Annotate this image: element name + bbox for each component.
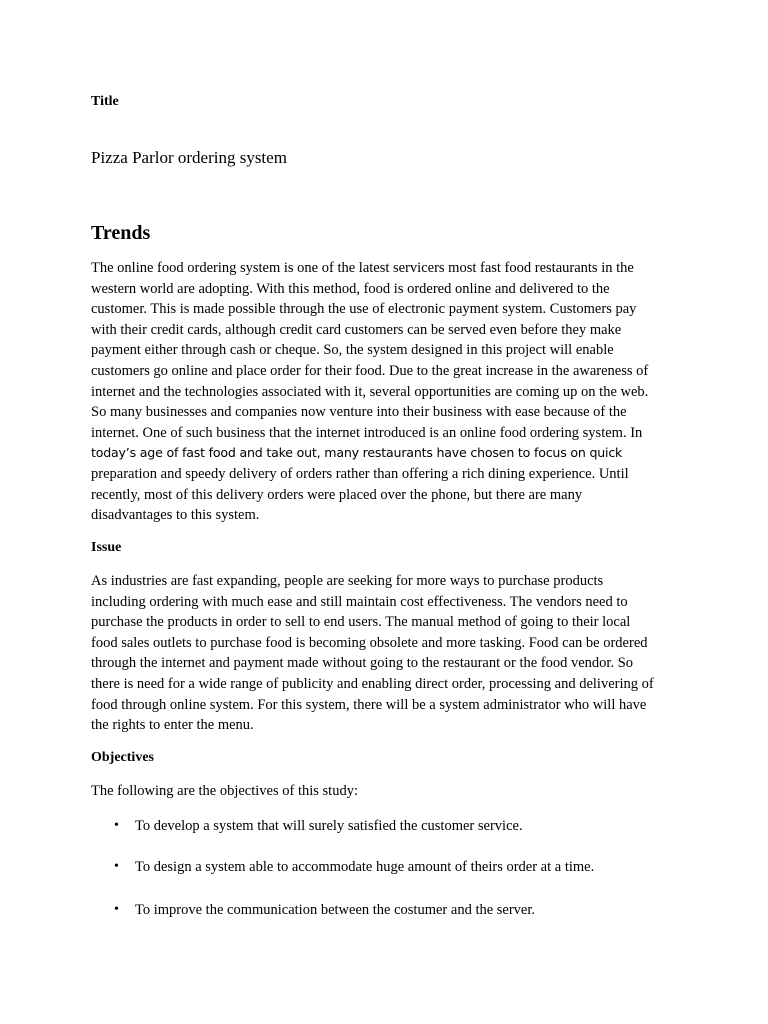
objectives-intro: The following are the objectives of this study:: [91, 783, 358, 799]
issue-line: As industries are fast expanding, people are seeking for more ways to purchase products: [91, 573, 604, 589]
objectives-heading: Objectives: [91, 750, 154, 765]
trends-line: internet. One of such business that the internet introduced is an online food ordering system. In: [91, 424, 643, 441]
issue-line: including ordering with much ease and still maintain cost effectiveness. The vendors need to: [91, 593, 628, 610]
trends-line: recently, most of this delivery orders were placed over the phone, but there are many: [91, 486, 583, 503]
trends-line: The online food ordering system is one of the latest servicers most fast food restaurants in the: [91, 260, 634, 276]
issue-line: food sales outlets to purchase food is becoming obsolete and more tasking. Food can be ordered: [91, 634, 648, 651]
issue-line: through the internet and payment made without going to the restaurant or the food vendor. So: [91, 655, 634, 672]
trends-heading: Trends: [91, 222, 151, 244]
trends-line: western world are adopting. With this method, food is ordered online and delivered to the: [91, 280, 610, 297]
bullet-icon: •: [114, 902, 119, 917]
trends-line: payment either through cash or cheque. So, the system designed in this project will enable: [91, 342, 614, 359]
trends-line: So many businesses and companies now venture into their business with ease because of the: [91, 404, 627, 421]
title-label: Title: [91, 94, 119, 109]
issue-line: purchase the products in order to sell to end users. The manual method of going to their local: [91, 614, 631, 631]
issue-line: there is need for a wide range of publicity and enabling direct order, processing and delivering of: [91, 675, 654, 692]
objective-text: To design a system able to accommodate huge amount of theirs order at a time.: [135, 859, 595, 875]
issue-heading: Issue: [91, 540, 122, 555]
bullet-icon: •: [114, 818, 119, 833]
issue-line: the rights to enter the menu.: [91, 717, 254, 734]
bullet-icon: •: [114, 859, 119, 874]
trends-line: today’s age of fast food and take out, many restaurants have chosen to focus on quick: [91, 445, 623, 461]
trends-line: internet and the technologies associated with it, several opportunities are coming up on the web.: [91, 383, 649, 400]
document-title: Pizza Parlor ordering system: [91, 148, 287, 167]
issue-paragraph: [91, 571, 681, 736]
trends-line: disadvantages to this system.: [91, 507, 260, 524]
trends-line: with their credit cards, although credit card customers can be served even before they make: [91, 321, 622, 338]
objective-text: To improve the communication between the costumer and the server.: [135, 902, 536, 918]
objective-text: To develop a system that will surely satisfied the customer service.: [135, 818, 523, 834]
trends-line: customer. This is made possible through the use of electronic payment system. Customers pay: [91, 301, 637, 318]
trends-line: customers go online and place order for their food. Due to the great increase in the awareness of: [91, 362, 649, 379]
trends-paragraph: [91, 258, 681, 526]
issue-line: food through online system. For this system, there will be a system administrator who will have: [91, 696, 647, 713]
trends-line: preparation and speedy delivery of orders rather than offering a rich dining experience. Until: [91, 465, 629, 482]
